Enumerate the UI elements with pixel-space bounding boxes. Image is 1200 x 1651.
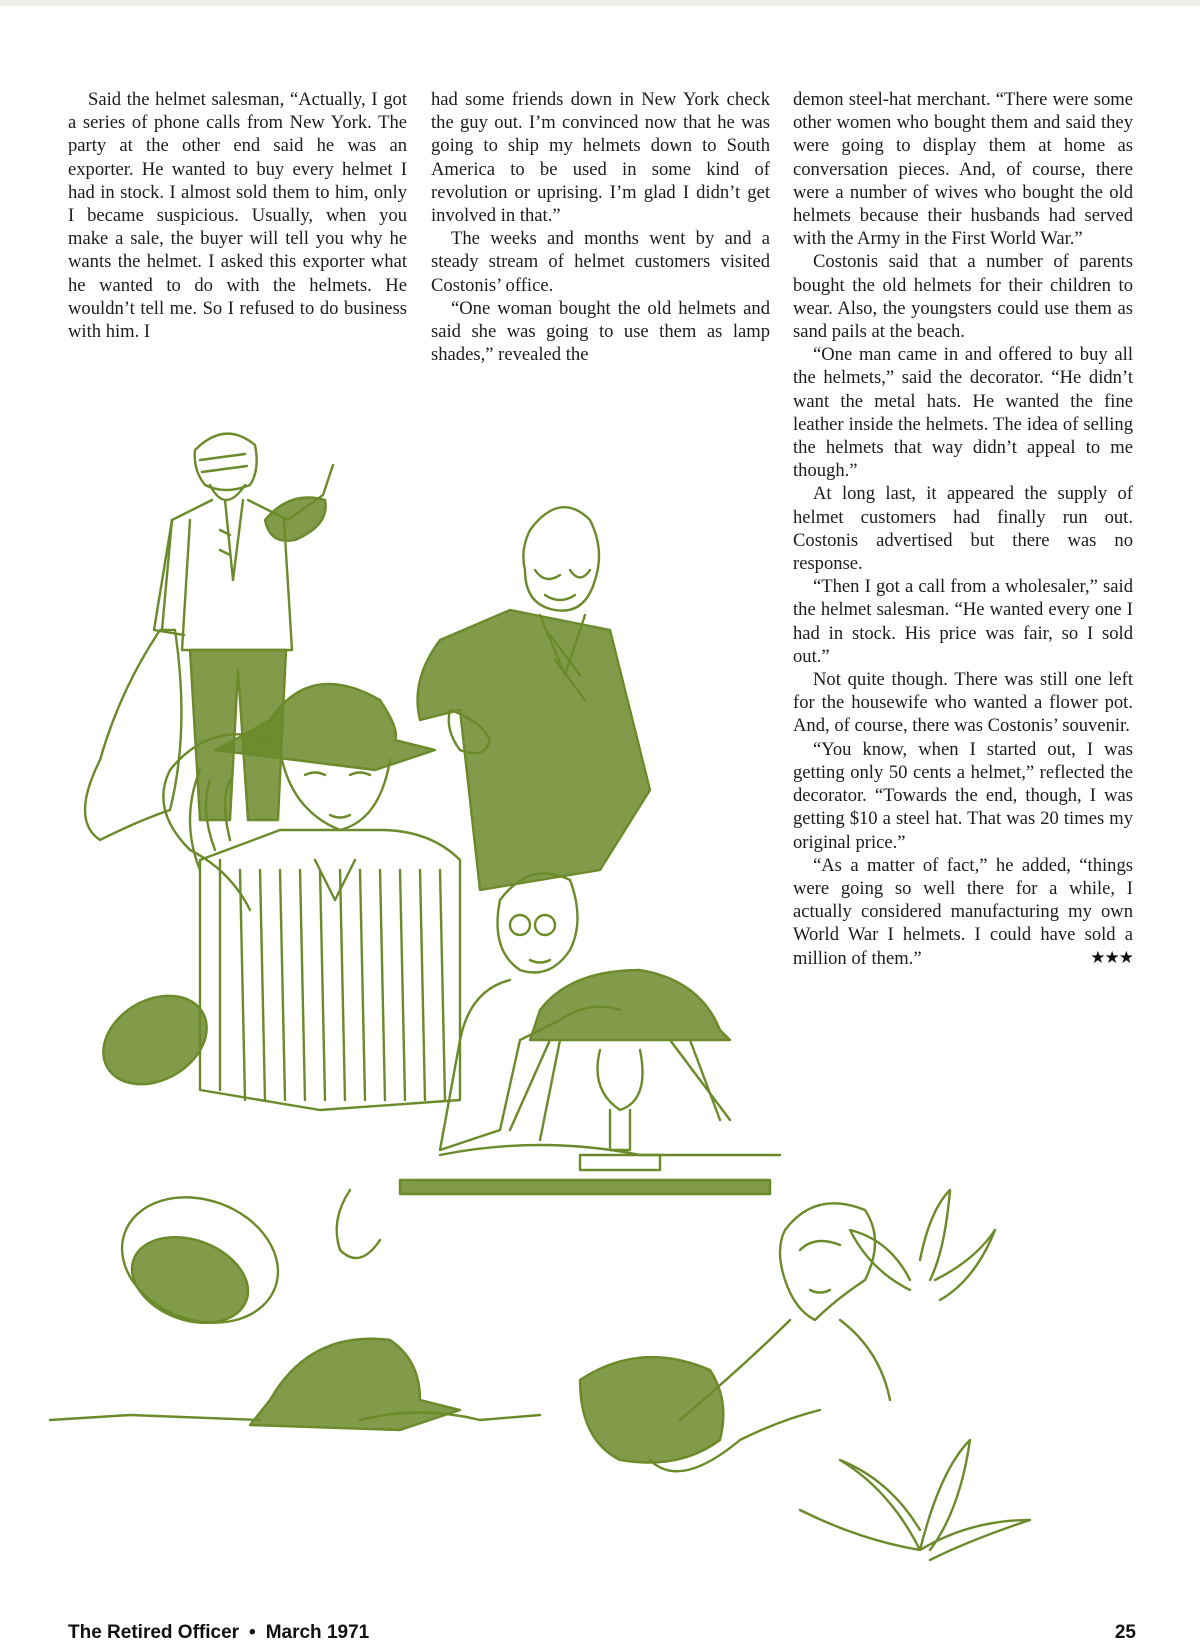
paragraph: “Then I got a call from a wholesaler,” said the helmet salesman. “He wanted every one I had in stock. His price was fair, so I sold out.”	[793, 576, 1133, 667]
text-column-1	[68, 88, 407, 343]
paragraph-text: “As a matter of fact,” he added, “things were going so well there for a while, I actually considered manufacturing my own World War I helmets. I could have sold a million of them.”	[793, 854, 1133, 969]
footer-separator: •	[249, 1622, 256, 1643]
issue-date: March 1971	[265, 1622, 370, 1643]
page-top-edge	[0, 0, 1200, 6]
paragraph: demon steel-hat merchant. “There were some other women who bought them and said they were going to display them at home as conversation pieces. And, of course, there were a number of wives who bought the old helmets because their husbands had served with the Army in the First World War.”	[793, 89, 1133, 250]
standing-man-figure	[85, 434, 333, 840]
footer-publication	[68, 1620, 369, 1646]
paragraph: Costonis said that a number of parents bought the old helmets for their children to wear. Also, the youngsters could use them as sand pails at the beach.	[793, 251, 1133, 343]
paragraph: At long last, it appeared the supply of helmet customers had finally run out. Costonis advertised but there was no response.	[793, 483, 1133, 575]
bald-man-figure	[418, 507, 651, 890]
paragraph: had some friends down in New York check the guy out. I’m convinced now that he was going to ship my helmets down to South America to be used in some kind of revolution or uprising. I’m glad I didn’t get involved in that.”	[431, 89, 770, 227]
helmet-illustration	[40, 420, 1150, 1610]
text-column-2	[431, 88, 770, 366]
paragraph: “One woman bought the old helmets and said she was going to use them as lamp shades,” revealed the	[431, 297, 770, 366]
publication-name: The Retired Officer	[68, 1622, 240, 1643]
boy-with-plants-figure	[680, 1190, 1030, 1560]
page-number: 25	[1114, 1622, 1136, 1643]
paragraph: “One man came in and offered to buy all the helmets,” said the decorator. “He didn’t want the metal hats. He wanted the fine leather inside the helmets. The idea of selling the helmets that way didn’t appeal to me though.”	[793, 344, 1133, 482]
paragraph: The weeks and months went by and a steady stream of helmet customers visited Costonis’ office.	[431, 228, 770, 296]
paragraph: “You know, when I started out, I was getting only 50 cents a helmet,” reflected the decorator. “Towards the end, though, I was getting $10 a steel hat. That was 20 times my original price.”	[793, 738, 1133, 853]
helmet-pile	[50, 978, 820, 1471]
paragraph: Not quite though. There was still one left for the housewife who wanted a flower pot. And, of course, there was Costonis’ souvenir.	[793, 669, 1133, 737]
end-of-article-stars: ★★★	[1090, 947, 1133, 968]
paragraph: Said the helmet salesman, “Actually, I got a series of phone calls from New York. The party at the other end said he was an exporter. He wanted to buy every helmet I had in stock. I almost sold them to him, only I became suspicious. Usually, when you make a sale, the buyer will tell you why he wants the helmet. I asked this exporter what he wanted to do with the helmets. He wouldn’t tell me. So I refused to do business with him. I	[68, 89, 407, 343]
